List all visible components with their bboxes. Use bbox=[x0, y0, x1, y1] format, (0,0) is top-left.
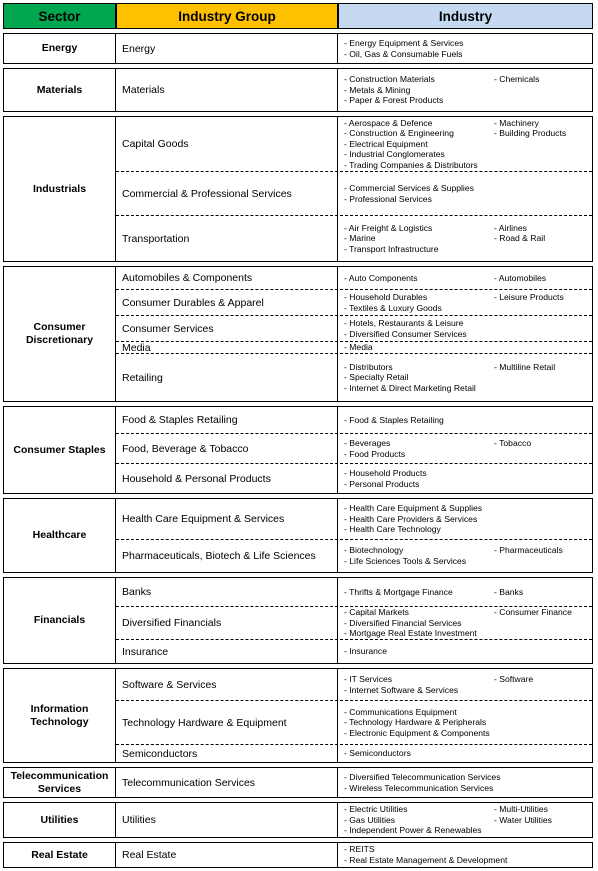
industry-item bbox=[494, 160, 588, 171]
industry-item: - Leisure Products bbox=[494, 291, 564, 302]
industry-item: - Mortgage Real Estate Investment bbox=[344, 628, 477, 639]
industry-item bbox=[494, 149, 588, 160]
industry-list bbox=[344, 772, 588, 793]
industry-item bbox=[494, 646, 588, 657]
sector-row bbox=[3, 577, 593, 664]
industry-item bbox=[494, 556, 588, 567]
industry-cell bbox=[338, 290, 592, 315]
industry-group-row bbox=[116, 843, 592, 867]
industry-group-row bbox=[116, 34, 592, 63]
sector-row bbox=[3, 116, 593, 262]
industry-item bbox=[494, 415, 588, 426]
industry-item bbox=[494, 85, 588, 96]
industry-group-row bbox=[116, 744, 592, 762]
industry-cell bbox=[338, 354, 592, 401]
industry-group-name: Household & Personal Products bbox=[116, 464, 338, 493]
industry-item bbox=[494, 855, 588, 866]
industry-groups bbox=[116, 768, 592, 797]
industry-item: - Energy Equipment & Services bbox=[344, 37, 464, 48]
industry-item bbox=[494, 514, 588, 525]
industry-item bbox=[494, 372, 588, 383]
industry-group-row bbox=[116, 117, 592, 171]
sector-name: Materials bbox=[4, 69, 116, 111]
industry-groups bbox=[116, 669, 592, 762]
industry-list bbox=[344, 342, 588, 353]
industry-item: - Personal Products bbox=[344, 478, 420, 489]
industry-cell bbox=[338, 803, 592, 837]
industry-group-row bbox=[116, 639, 592, 663]
industry-group-name: Energy bbox=[116, 34, 338, 63]
industry-list bbox=[344, 646, 588, 657]
industry-item: - Internet & Direct Marketing Retail bbox=[344, 382, 476, 393]
industry-list bbox=[344, 183, 588, 204]
industry-group-name: Real Estate bbox=[116, 843, 338, 867]
industry-item bbox=[494, 524, 588, 535]
industry-item: - Hotels, Restaurants & Leisure bbox=[344, 317, 464, 328]
industry-group-row bbox=[116, 606, 592, 639]
industry-item bbox=[494, 844, 588, 855]
industry-group-row bbox=[116, 803, 592, 837]
industry-group-name: Consumer Services bbox=[116, 316, 338, 341]
industry-item: - Oil, Gas & Consumable Fuels bbox=[344, 48, 463, 59]
industry-item: - Multiline Retail bbox=[494, 361, 556, 372]
industry-item: - Communications Equipment bbox=[344, 706, 457, 717]
sector-name: Real Estate bbox=[4, 843, 116, 867]
industry-item bbox=[494, 303, 588, 314]
header-industry-group: Industry Group bbox=[116, 3, 338, 29]
industry-cell bbox=[338, 768, 592, 797]
sector-name: Energy bbox=[4, 34, 116, 63]
industry-cell bbox=[338, 407, 592, 433]
industry-item: - Water Utilities bbox=[494, 814, 552, 825]
industry-cell bbox=[338, 701, 592, 744]
sector-name: Utilities bbox=[4, 803, 116, 837]
industry-list bbox=[344, 674, 588, 695]
industry-item: - Pharmaceuticals bbox=[494, 545, 563, 556]
industry-item: - Diversified Financial Services bbox=[344, 617, 462, 628]
industry-group-row bbox=[116, 171, 592, 215]
industry-item: - Household Products bbox=[344, 467, 427, 478]
industry-group-row bbox=[116, 433, 592, 463]
industry-groups bbox=[116, 34, 592, 63]
industry-item: - Thrifts & Mortgage Finance bbox=[344, 586, 453, 597]
industry-group-row bbox=[116, 700, 592, 744]
industry-item: - REITS bbox=[344, 844, 375, 855]
industry-group-row bbox=[116, 215, 592, 261]
industry-group-name: Telecommunication Services bbox=[116, 768, 338, 797]
industry-list bbox=[344, 707, 588, 739]
industry-item bbox=[494, 342, 588, 353]
industry-group-name: Pharmaceuticals, Biotech & Life Sciences bbox=[116, 540, 338, 572]
industry-item bbox=[494, 825, 588, 836]
industry-item: - Machinery bbox=[494, 117, 539, 128]
industry-list bbox=[344, 415, 588, 426]
industry-list bbox=[344, 545, 588, 566]
industry-groups bbox=[116, 117, 592, 261]
industry-list bbox=[344, 118, 588, 171]
industry-group-row bbox=[116, 341, 592, 353]
industry-item bbox=[494, 468, 588, 479]
sector-name: Telecommunication Services bbox=[4, 768, 116, 797]
industry-item: - Airlines bbox=[494, 222, 527, 233]
industry-list bbox=[344, 318, 588, 339]
industry-list bbox=[344, 273, 588, 284]
industry-item: - Distributors bbox=[344, 361, 393, 372]
industry-item bbox=[494, 449, 588, 460]
industry-list bbox=[344, 607, 588, 639]
sector-row bbox=[3, 668, 593, 763]
industry-item: - Food Products bbox=[344, 448, 406, 459]
industry-item bbox=[494, 329, 588, 340]
industry-item bbox=[494, 318, 588, 329]
industry-item: - Commercial Services & Supplies bbox=[344, 182, 474, 193]
industry-item: - Capital Markets bbox=[344, 607, 409, 618]
industry-item: - Media bbox=[344, 342, 373, 353]
industry-item: - Internet Software & Services bbox=[344, 684, 459, 695]
industry-item bbox=[494, 707, 588, 718]
industry-item: - Health Care Providers & Services bbox=[344, 513, 478, 524]
industry-group-name: Commercial & Professional Services bbox=[116, 172, 338, 215]
industry-item bbox=[494, 628, 588, 639]
sector-name: Consumer Staples bbox=[4, 407, 116, 493]
industry-item: - Textiles & Luxury Goods bbox=[344, 302, 442, 313]
industry-cell bbox=[338, 464, 592, 493]
industry-cell bbox=[338, 434, 592, 463]
sector-name: Industrials bbox=[4, 117, 116, 261]
industry-group-name: Health Care Equipment & Services bbox=[116, 499, 338, 539]
industry-cell bbox=[338, 669, 592, 700]
industry-group-row bbox=[116, 539, 592, 572]
industry-group-name: Utilities bbox=[116, 803, 338, 837]
industry-group-row bbox=[116, 669, 592, 700]
industry-item: - Diversified Telecommunication Services bbox=[344, 771, 501, 782]
industry-item: - Electronic Equipment & Components bbox=[344, 727, 490, 738]
industry-group-name: Retailing bbox=[116, 354, 338, 401]
industry-group-name: Media bbox=[116, 342, 338, 353]
industry-item: - Construction Materials bbox=[344, 74, 435, 85]
industry-item: - Marine bbox=[344, 233, 376, 244]
industry-item: - Banks bbox=[494, 586, 524, 597]
industry-item: - Construction & Engineering bbox=[344, 128, 454, 139]
industry-item: - Building Products bbox=[494, 128, 567, 139]
industry-group-name: Food & Staples Retailing bbox=[116, 407, 338, 433]
industry-item bbox=[494, 618, 588, 629]
industry-item: - Paper & Forest Products bbox=[344, 95, 444, 106]
industry-item: - Health Care Equipment & Supplies bbox=[344, 503, 483, 514]
industry-item: - Road & Rail bbox=[494, 233, 546, 244]
industry-item: - Independent Power & Renewables bbox=[344, 825, 482, 836]
industry-item bbox=[494, 748, 588, 759]
industry-group-name: Semiconductors bbox=[116, 745, 338, 762]
industry-item bbox=[494, 194, 588, 205]
industry-item: - Metals & Mining bbox=[344, 84, 411, 95]
industry-item: - Technology Hardware & Peripherals bbox=[344, 717, 487, 728]
industry-group-name: Materials bbox=[116, 69, 338, 111]
industry-item: - Real Estate Management & Development bbox=[344, 855, 508, 865]
industry-item: - Software bbox=[494, 673, 534, 684]
industry-group-row bbox=[116, 463, 592, 493]
industry-group-row bbox=[116, 768, 592, 797]
industry-group-name: Automobiles & Components bbox=[116, 267, 338, 289]
industry-item bbox=[494, 49, 588, 60]
industry-list bbox=[344, 844, 588, 865]
industry-item: - Transport Infrastructure bbox=[344, 243, 439, 254]
sector-row bbox=[3, 842, 593, 868]
industry-item: - Household Durables bbox=[344, 291, 428, 302]
industry-group-row bbox=[116, 69, 592, 111]
industry-group-name: Food, Beverage & Tobacco bbox=[116, 434, 338, 463]
industry-item: - Health Care Technology bbox=[344, 524, 441, 535]
industry-item: - Life Sciences Tools & Services bbox=[344, 556, 467, 566]
sector-name: Consumer Discretionary bbox=[4, 267, 116, 401]
industry-item bbox=[494, 783, 588, 794]
industry-item: - Semiconductors bbox=[344, 748, 411, 759]
industry-item: - Electrical Equipment bbox=[344, 138, 428, 149]
industry-cell bbox=[338, 640, 592, 663]
industry-item bbox=[494, 479, 588, 490]
industry-item: - IT Services bbox=[344, 673, 393, 684]
sector-row bbox=[3, 802, 593, 838]
industry-item bbox=[494, 244, 588, 255]
industry-cell bbox=[338, 745, 592, 762]
industry-list bbox=[344, 468, 588, 489]
industry-cell bbox=[338, 69, 592, 111]
industry-group-name: Software & Services bbox=[116, 669, 338, 700]
industry-cell bbox=[338, 34, 592, 63]
industry-group-row bbox=[116, 289, 592, 315]
industry-item: - Insurance bbox=[344, 646, 387, 657]
industry-groups bbox=[116, 578, 592, 663]
sector-row bbox=[3, 767, 593, 798]
industry-group-row bbox=[116, 267, 592, 289]
industry-cell bbox=[338, 216, 592, 261]
industry-list bbox=[344, 748, 588, 759]
industry-item bbox=[494, 728, 588, 739]
industry-item bbox=[494, 383, 588, 394]
sector-row bbox=[3, 68, 593, 112]
industry-cell bbox=[338, 117, 592, 171]
industry-group-name: Diversified Financials bbox=[116, 607, 338, 639]
industry-item: - Chemicals bbox=[494, 74, 540, 85]
industry-group-row bbox=[116, 407, 592, 433]
industry-list bbox=[344, 223, 588, 255]
industry-item bbox=[494, 503, 588, 514]
sector-row bbox=[3, 266, 593, 402]
industry-item: - Specialty Retail bbox=[344, 372, 409, 383]
header-sector: Sector bbox=[3, 3, 116, 29]
industry-cell bbox=[338, 316, 592, 341]
industry-item: - Gas Utilities bbox=[344, 814, 396, 825]
industry-item: - Biotechnology bbox=[344, 545, 404, 556]
sector-name: Information Technology bbox=[4, 669, 116, 762]
industry-item: - Wireless Telecommunication Services bbox=[344, 782, 494, 793]
industry-list bbox=[344, 804, 588, 836]
industry-group-name: Banks bbox=[116, 578, 338, 606]
industry-list bbox=[344, 38, 588, 59]
industry-list bbox=[344, 503, 588, 535]
industry-item: - Diversified Consumer Services bbox=[344, 328, 467, 339]
industry-groups bbox=[116, 267, 592, 401]
industry-item: - Tobacco bbox=[494, 437, 532, 448]
industry-group-name: Consumer Durables & Apparel bbox=[116, 290, 338, 315]
industry-groups bbox=[116, 407, 592, 493]
industry-group-row bbox=[116, 315, 592, 341]
industry-group-name: Technology Hardware & Equipment bbox=[116, 701, 338, 744]
industry-item: - Automobiles bbox=[494, 272, 547, 283]
industry-item: - Industrial Conglomerates bbox=[344, 149, 445, 160]
industry-groups bbox=[116, 499, 592, 572]
industry-group-name: Transportation bbox=[116, 216, 338, 261]
industry-item: - Aerospace & Defence bbox=[344, 117, 433, 128]
industry-item: - Trading Companies & Distributors bbox=[344, 159, 478, 170]
industry-item bbox=[494, 95, 588, 106]
industry-item: - Consumer Finance bbox=[494, 607, 572, 618]
industry-item bbox=[494, 717, 588, 728]
industry-item bbox=[494, 139, 588, 150]
industry-groups bbox=[116, 69, 592, 111]
industry-item bbox=[494, 685, 588, 696]
industry-cell bbox=[338, 607, 592, 639]
sector-list bbox=[3, 33, 593, 868]
industry-cell bbox=[338, 843, 592, 867]
industry-list bbox=[344, 587, 588, 598]
industry-cell bbox=[338, 342, 592, 353]
header-industry: Industry bbox=[338, 3, 593, 29]
industry-list bbox=[344, 74, 588, 106]
sector-name: Healthcare bbox=[4, 499, 116, 572]
table-header-row bbox=[3, 3, 593, 29]
industry-group-row bbox=[116, 578, 592, 606]
sector-row bbox=[3, 498, 593, 573]
industry-cell bbox=[338, 499, 592, 539]
industry-list bbox=[344, 292, 588, 313]
industry-group-row bbox=[116, 499, 592, 539]
industry-item: - Professional Services bbox=[344, 193, 432, 204]
industry-list bbox=[344, 438, 588, 459]
industry-group-name: Insurance bbox=[116, 640, 338, 663]
industry-cell bbox=[338, 172, 592, 215]
sector-row bbox=[3, 406, 593, 494]
industry-cell bbox=[338, 578, 592, 606]
industry-item: - Auto Components bbox=[344, 272, 418, 283]
industry-item: - Air Freight & Logistics bbox=[344, 222, 433, 233]
industry-groups bbox=[116, 843, 592, 867]
industry-item: - Food & Staples Retailing bbox=[344, 414, 444, 425]
gics-classification-table bbox=[3, 3, 593, 868]
industry-list bbox=[344, 362, 588, 394]
sector-row bbox=[3, 33, 593, 64]
industry-groups bbox=[116, 803, 592, 837]
industry-item bbox=[494, 183, 588, 194]
industry-item bbox=[494, 772, 588, 783]
industry-group-row bbox=[116, 353, 592, 401]
industry-item: - Electric Utilities bbox=[344, 804, 408, 815]
industry-cell bbox=[338, 540, 592, 572]
industry-item: - Multi-Utilities bbox=[494, 804, 548, 815]
industry-group-name: Capital Goods bbox=[116, 117, 338, 171]
sector-name: Financials bbox=[4, 578, 116, 663]
industry-item bbox=[494, 38, 588, 49]
industry-cell bbox=[338, 267, 592, 289]
industry-item: - Beverages bbox=[344, 437, 391, 448]
